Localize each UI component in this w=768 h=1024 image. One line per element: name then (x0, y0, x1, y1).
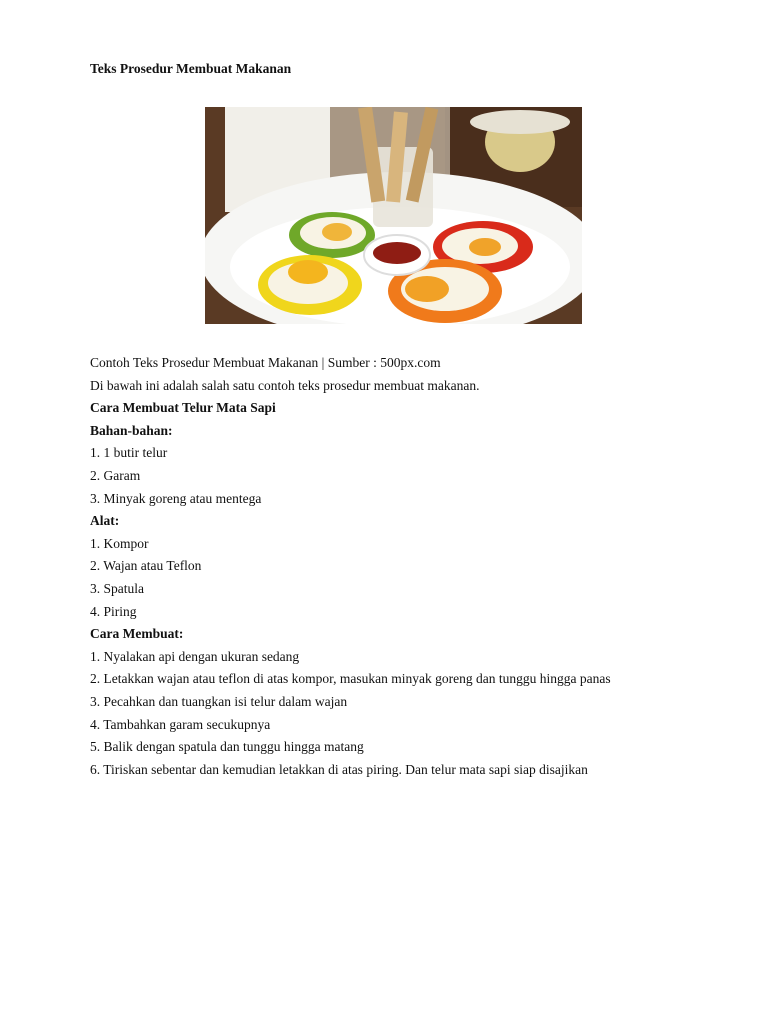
food-photo (205, 107, 582, 324)
tools-heading: Alat: (90, 513, 120, 529)
page-title: Teks Prosedur Membuat Makanan (90, 61, 292, 76)
ingredients-heading: Bahan-bahan: (90, 422, 173, 438)
list-item: 2. Letakkan wajan atau teflon di atas kompor, masukan minyak goreng dan tunggu hingga panas (90, 671, 611, 687)
list-item: 3. Minyak goreng atau mentega (90, 490, 262, 506)
list-item: 2. Wajan atau Teflon (90, 558, 202, 574)
list-item: 3. Spatula (90, 580, 144, 596)
intro-paragraph: Di bawah ini adalah salah satu contoh teks prosedur membuat makanan. (90, 377, 480, 393)
list-item: 1. 1 butir telur (90, 445, 168, 461)
list-item: 1. Kompor (90, 535, 149, 551)
list-item: 4. Tambahkan garam secukupnya (90, 716, 271, 732)
steps-heading: Cara Membuat: (90, 626, 184, 642)
list-item: 5. Balik dengan spatula dan tunggu hingga matang (90, 739, 364, 755)
list-item: 6. Tiriskan sebentar dan kemudian letakkan di atas piring. Dan telur mata sapi siap disajikan (90, 761, 588, 777)
list-item: 2. Garam (90, 467, 141, 483)
image-caption: Contoh Teks Prosedur Membuat Makanan | Sumber : 500px.com (90, 355, 441, 370)
document-body (90, 352, 611, 781)
list-item: 4. Piring (90, 603, 137, 619)
recipe-title: Cara Membuat Telur Mata Sapi (90, 400, 276, 416)
list-item: 3. Pecahkan dan tuangkan isi telur dalam wajan (90, 693, 348, 709)
list-item: 1. Nyalakan api dengan ukuran sedang (90, 648, 300, 664)
